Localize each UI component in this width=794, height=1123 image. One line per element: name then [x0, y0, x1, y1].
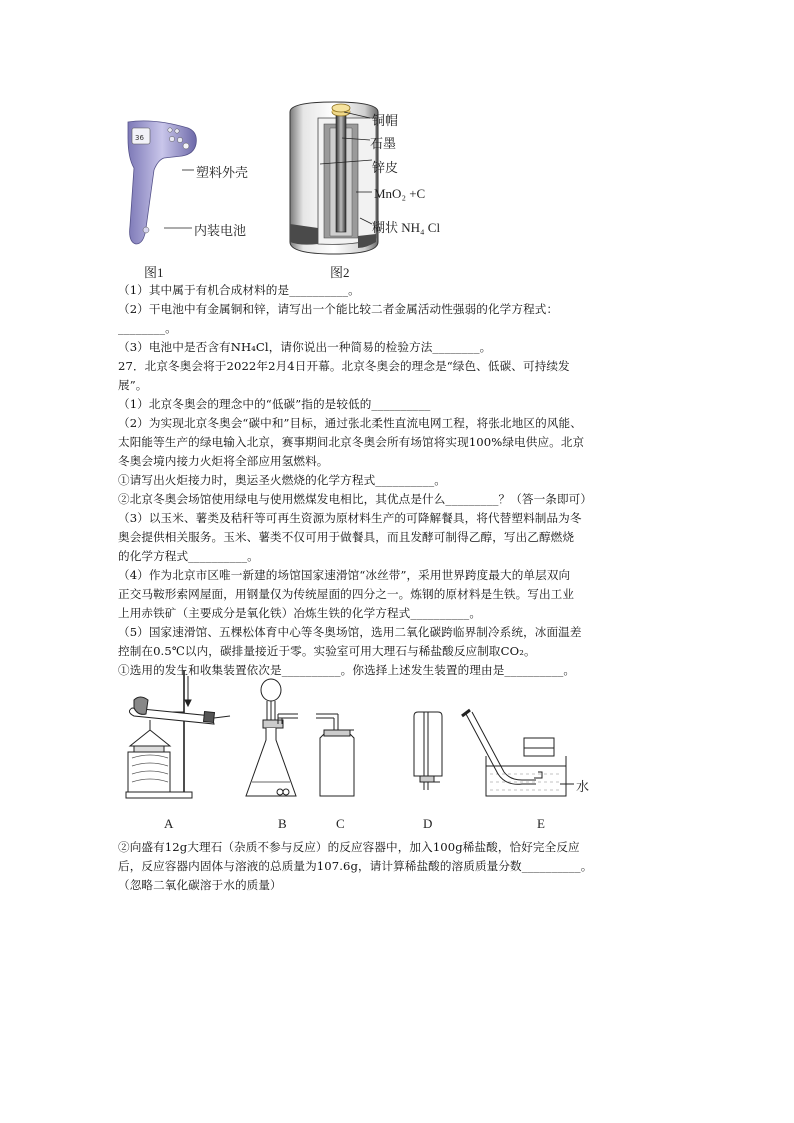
apparatus-c-bottle	[316, 714, 354, 796]
mno2-label: MnO₂ +C	[374, 186, 426, 201]
water-label: 水	[576, 780, 590, 795]
question-line-20: 控制在0.5℃以内，碳排量接近于零。实验室可用大理石与稀盐酸反应制取CO₂。	[118, 644, 536, 658]
apparatus-label-d: D	[423, 816, 433, 831]
apparatus-label-a: A	[164, 816, 174, 831]
question-line-17: 正交马鞍形索网屋面，用钢量仅为传统屋面的四分之一。炼钢的原材料是生铁。写出工业	[118, 587, 575, 601]
question-line-10: 冬奥会境内接力火炬将全部应用氢燃料。	[118, 454, 329, 468]
question-line-8: （2）为实现北京冬奥会“碳中和”目标，通过张北柔性直流电网工程，将张北地区的风能、	[118, 416, 582, 430]
question-line-9: 太阳能等生产的绿电输入北京，赛事期间北京冬奥会所有场馆将实现100%绿电供应。北京	[118, 435, 585, 449]
shell-label: 塑料外壳	[196, 166, 249, 181]
question-line-2: （2）干电池中有金属铜和锌，请写出一个能比较二者金属活动性强弱的化学方程式：	[118, 302, 559, 316]
question-line-7: （1）北京冬奥会的理念中的“低碳”指的是较低的__________	[118, 397, 431, 411]
apparatus-b-flask	[246, 679, 298, 796]
question-line-1: （1）其中属于有机合成材料的是__________。	[118, 283, 360, 297]
apparatus-label-b: B	[278, 816, 287, 831]
figure1-caption: 图1	[144, 265, 164, 280]
question-final-line-2: 后，反应容器内固体与溶液的总质量为107.6g，请计算稀盐酸的溶质质量分数__________。	[118, 859, 593, 873]
question-final-line-3: （忽略二氧化碳溶于水的质量）	[118, 878, 282, 892]
question-line-4: （3）电池中是否含有NH₄Cl，请你说出一种简易的检验方法________。	[118, 340, 492, 354]
zinc-label: 锌皮	[372, 161, 399, 176]
figure2-caption: 图2	[330, 265, 350, 280]
question-line-3: ________。	[118, 321, 177, 335]
apparatus-d-bottle	[414, 712, 442, 790]
copper-cap-label: 铜帽	[372, 114, 399, 129]
apparatus-e-trough	[462, 710, 574, 796]
apparatus-label-c: C	[336, 816, 345, 831]
question-final-line-1: ②向盛有12g大理石（杂质不参与反应）的反应容器中，加入100g稀盐酸，恰好完全反应	[118, 840, 580, 854]
svg-text:36: 36	[135, 134, 144, 142]
apparatus-a-heating	[126, 670, 230, 798]
question-line-16: （4）作为北京市区唯一新建的场馆国家速滑馆“冰丝带”，采用世界跨度最大的单层双向	[118, 568, 571, 582]
graphite-label: 石墨	[370, 137, 397, 152]
question-line-12: ②北京冬奥会场馆使用绿电与使用燃煤发电相比，其优点是什么_________？（答一条即可）	[118, 492, 593, 506]
paste-label: 糊状 NH₄ Cl	[372, 220, 441, 235]
question-line-21: ①选用的发生和收集装置依次是__________。你选择上述发生装置的理由是__________。	[118, 663, 576, 677]
question-line-11: ①请写出火炬接力时，奥运圣火燃烧的化学方程式__________。	[118, 473, 446, 487]
question-line-14: 奥会提供相关服务。玉米、薯类不仅可用于做餐具，而且发酵可制得乙醇，写出乙醇燃烧	[118, 530, 575, 544]
battery-label: 内装电池	[194, 224, 247, 239]
question-line-13: （3）以玉米、薯类及秸秆等可再生资源为原材料生产的可降解餐具，将代替塑料制品为冬	[118, 511, 582, 525]
apparatus-label-e: E	[537, 816, 545, 831]
question-line-19: （5）国家速滑馆、五棵松体育中心等冬奥场馆，选用二氧化碳跨临界制冷系统，冰面温差	[118, 625, 582, 639]
question-line-5: 27．北京冬奥会将于2022年2月4日开幕。北京冬奥会的理念是“绿色、低碳、可持续发	[118, 359, 570, 373]
question-line-15: 的化学方程式__________。	[118, 549, 259, 563]
question-line-18: 上用赤铁矿（主要成分是氧化铁）冶炼生铁的化学方程式__________。	[118, 606, 482, 620]
question-line-6: 展”。	[118, 378, 148, 392]
